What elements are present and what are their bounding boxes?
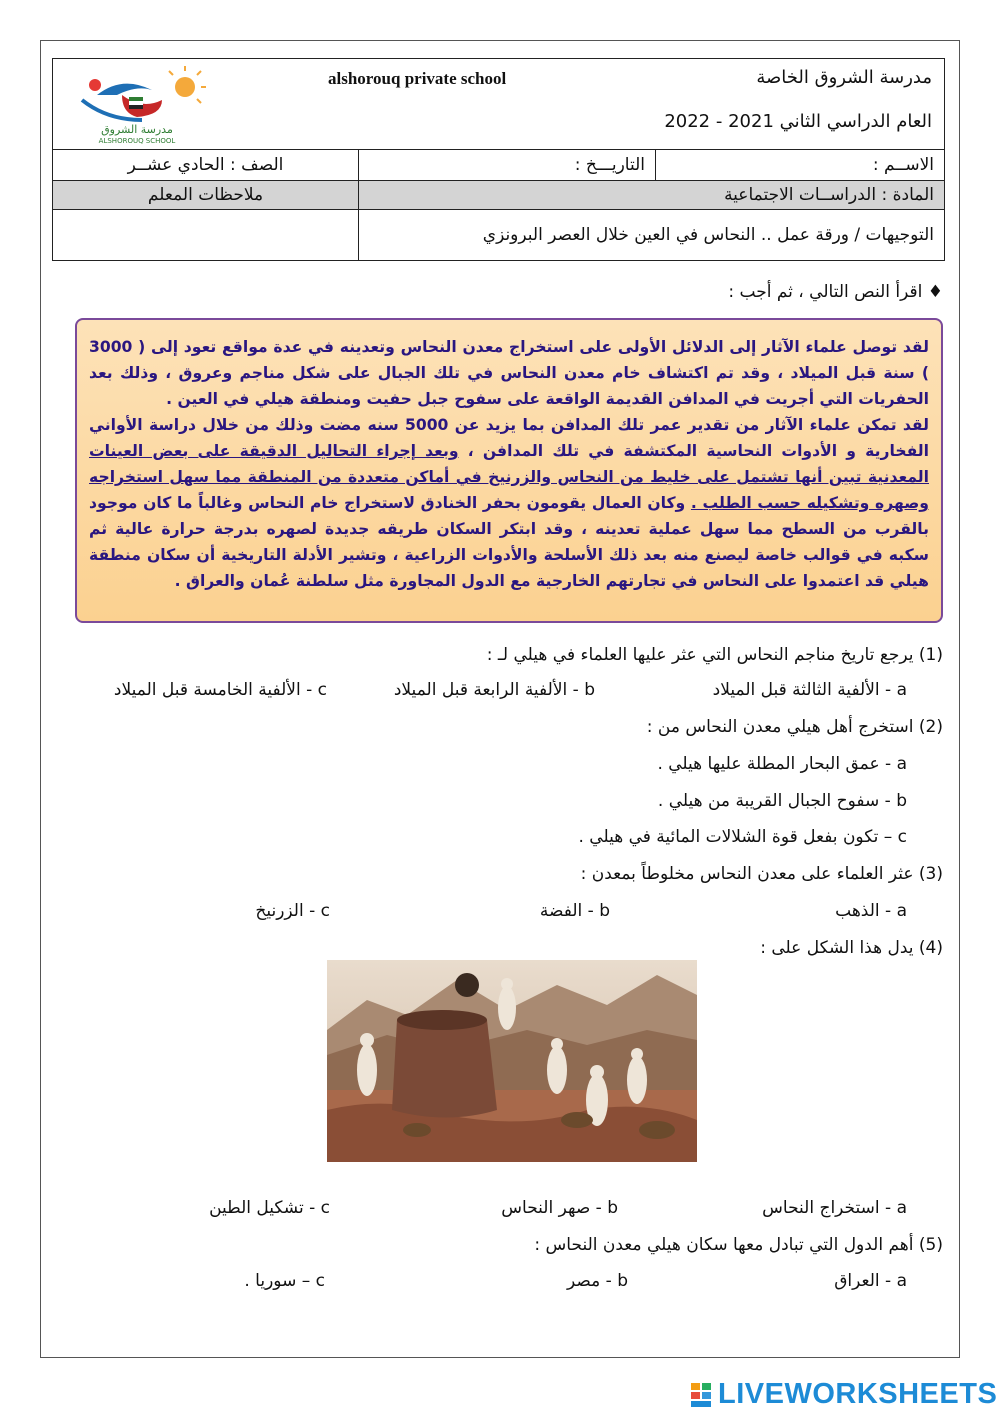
worksheet-header <box>52 58 945 261</box>
question-3: (3) عثر العلماء على معدن النحاس مخلوطاً بمعدن : <box>580 864 943 884</box>
passage-p2-end: وكان العمال يقومون بحفر الخنادق لاستخراج خام النحاس وغالباً ما كان موجود بالقرب من السطح مما سهل عملية تعدينه ، وقد ابتكر السكان طريقه جديدة لصهره بدرجة حرارة عالية ثم سكبه في قوالب خاصة ليصنع منه بعد ذلك الأسلحة والأدوات الزراعية ، وتشير الأدلة التاريخية أن سكان منطقة هيلي قد اعتمدوا على النحاس في تجارتهم الخارجية مع الدول المجاورة مثل سلطنة عُمان والعراق . <box>89 494 929 590</box>
q3-option-b[interactable]: b - الفضة <box>539 901 610 921</box>
passage-paragraph-1: لقد توصل علماء الآثار إلى الدلائل الأولى على استخراج معدن النحاس وتعدينه في عدة مواقع تعود إلى ( 3000 ) سنة قبل الميلاد ، وقد تم اكتشاف خام معدن النحاس في تلك الجبال على شكل مناجم وعروق ، وذلك بعد الحفريات التي أجريت في المدافن القديمة الواقعة على سفوح جبل حفيت ومنطقة هيلي في العين . <box>89 338 929 408</box>
name-field[interactable]: الاســم : <box>872 155 934 175</box>
q4-option-c[interactable]: c - تشكيل الطين <box>209 1198 330 1218</box>
q1-option-c[interactable]: c - الألفية الخامسة قبل الميلاد <box>113 680 327 700</box>
question-1: (1) يرجع تاريخ مناجم النحاس التي عثر عليها العلماء في هيلي لـ : <box>486 645 943 665</box>
teacher-notes-box <box>53 210 359 260</box>
subject-label: المادة : الدراســات الاجتماعية <box>724 185 934 205</box>
question-4: (4) يدل هذا الشكل على : <box>760 938 943 958</box>
school-name-english: alshorouq private school <box>328 69 507 88</box>
school-name-arabic: مدرسة الشروق الخاصة <box>756 67 932 88</box>
q4-option-b[interactable]: b - صهر النحاس <box>501 1198 618 1218</box>
reading-instruction: ♦ اقرأ النص التالي ، ثم أجب : <box>728 282 943 302</box>
grade-cell: الصف : الحادي عشــر <box>53 150 359 180</box>
q2-option-b[interactable]: b - سفوح الجبال القريبة من هيلي . <box>657 791 907 811</box>
logo-text-en: ALSHOROUQ SCHOOL <box>98 137 176 145</box>
q5-option-b[interactable]: b - مصر <box>567 1271 628 1291</box>
question-2: (2) استخرج أهل هيلي معدن النحاس من : <box>646 717 943 737</box>
q3-option-a[interactable]: a - الذهب <box>835 901 907 921</box>
passage-p2-start: لقد تمكن علماء الآثار من تقدير عمر تلك المدافن بما يزيد عن 5000 سنه مضت وذلك من خلال دراسة الأواني الفخارية و الأدوات النحاسية المكتشفة في تلك المدافن ، <box>89 416 930 460</box>
sun-icon <box>169 66 206 103</box>
q3-option-c[interactable]: c - الزرنيخ <box>255 901 330 921</box>
teacher-notes-heading: ملاحظات المعلم <box>53 181 359 209</box>
passage-underlined-text: وبعد إجراء التحاليل الدقيقة على بعض العينات المعدنية تبين أنها تشتمل على خليط من النحاس والزرنيخ في أماكن متعددة من المنطقة مما سهل استخراجه وصهره وتشكيله حسب الطلب . <box>89 442 929 512</box>
liveworksheets-branding[interactable] <box>690 1378 997 1411</box>
copper-smelting-photo <box>327 960 697 1162</box>
question-5: (5) أهم الدول التي تبادل معها سكان هيلي معدن النحاس : <box>534 1235 943 1255</box>
passage-paragraph-2 <box>89 412 929 594</box>
q1-option-a[interactable]: a - الألفية الثالثة قبل الميلاد <box>712 680 907 700</box>
q4-option-a[interactable]: a - استخراج النحاس <box>762 1198 907 1218</box>
directions-text: التوجيهات / ورقة عمل .. النحاس في العين خلال العصر البرونزي <box>482 225 934 245</box>
q2-option-c[interactable]: c – تكون بفعل قوة الشلالات المائية في هيلي . <box>578 827 907 847</box>
liveworksheets-wordmark: LIVEWORKSHEETS <box>718 1378 998 1410</box>
school-logo <box>67 65 207 145</box>
q2-option-a[interactable]: a - عمق البحار المطلة عليها هيلي . <box>657 754 907 774</box>
academic-year: العام الدراسي الثاني 2021 - 2022 <box>664 111 932 132</box>
date-field[interactable]: التاريـــخ : <box>359 150 656 180</box>
q5-option-a[interactable]: a - العراق <box>834 1271 907 1291</box>
logo-text-ar: مدرسة الشروق <box>101 123 173 136</box>
q1-option-b[interactable]: b - الألفية الرابعة قبل الميلاد <box>393 680 595 700</box>
q5-option-c[interactable]: c – سوريا . <box>244 1271 325 1291</box>
liveworksheets-logo-icon <box>690 1382 712 1408</box>
reading-passage <box>75 318 943 623</box>
